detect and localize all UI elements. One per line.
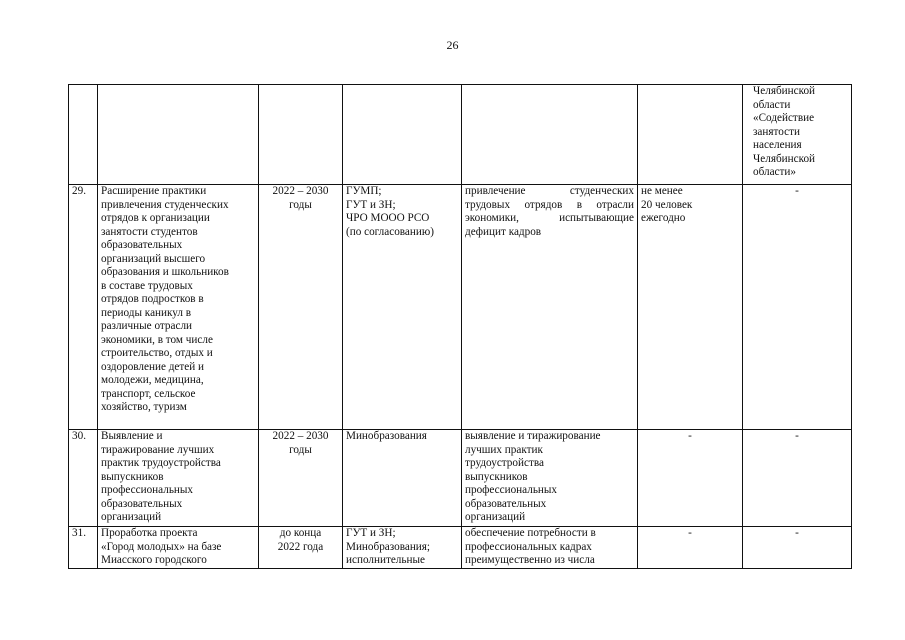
- period-text: 2022 – 2030 годы: [259, 430, 343, 527]
- period-text: 2022 – 2030 годы: [259, 185, 343, 430]
- table-row: [69, 430, 852, 527]
- result-text: обеспечение потребности в профессиональных кадрах преимущественно из числа: [462, 527, 638, 569]
- cell-result: [462, 85, 638, 185]
- measure-text: Расширение практики привлечения студенческих отрядов к организации занятости студентов образовательных организаций высшего образования и школьников в составе трудовых отрядов подростков в периоды каникул в различные отрасли экономики, в том числе строительство, отдых и оздоровление детей и молодежи, медицина, транспорт, сельское хозяйство, туризм: [98, 185, 259, 430]
- page-number: 26: [446, 38, 459, 52]
- executors-text: ГУТ и ЗН; Минобразования; исполнительные: [343, 527, 462, 569]
- cell-measure: [98, 85, 259, 185]
- measures-table: [68, 84, 852, 569]
- other-text: -: [743, 527, 852, 569]
- result-text: выявление и тиражирование лучших практик трудоустройства выпускников профессиональных образовательных организаций: [462, 430, 638, 527]
- cell-executors: [343, 85, 462, 185]
- period-text: до конца 2022 года: [259, 527, 343, 569]
- indicator-text: -: [638, 430, 743, 527]
- indicator-text: -: [638, 527, 743, 569]
- result-text: привлечение студенческих трудовых отрядов в отрасли экономики, испытывающие дефицит кадров: [462, 185, 638, 430]
- row-number: 31.: [69, 527, 98, 569]
- measure-text: Проработка проекта «Город молодых» на базе Миасского городского: [98, 527, 259, 569]
- executors-text: ГУМП; ГУТ и ЗН; ЧРО МООО РСО (по согласованию): [343, 185, 462, 430]
- row-number: 30.: [69, 430, 98, 527]
- cell-indicator: [638, 85, 743, 185]
- cell-other: Челябинской области «Содействие занятости населения Челябинской области»: [743, 85, 852, 185]
- table-row: [69, 527, 852, 569]
- cell-num: [69, 85, 98, 185]
- other-text: -: [743, 185, 852, 430]
- measure-text: Выявление и тиражирование лучших практик трудоустройства выпускников профессиональных образовательных организаций: [98, 430, 259, 527]
- indicator-text: не менее 20 человек ежегодно: [638, 185, 743, 430]
- cell-period: [259, 85, 343, 185]
- table-row: [69, 185, 852, 430]
- row-number: 29.: [69, 185, 98, 430]
- executors-text: Минобразования: [343, 430, 462, 527]
- table-row-continuation: [69, 85, 852, 185]
- other-text: -: [743, 430, 852, 527]
